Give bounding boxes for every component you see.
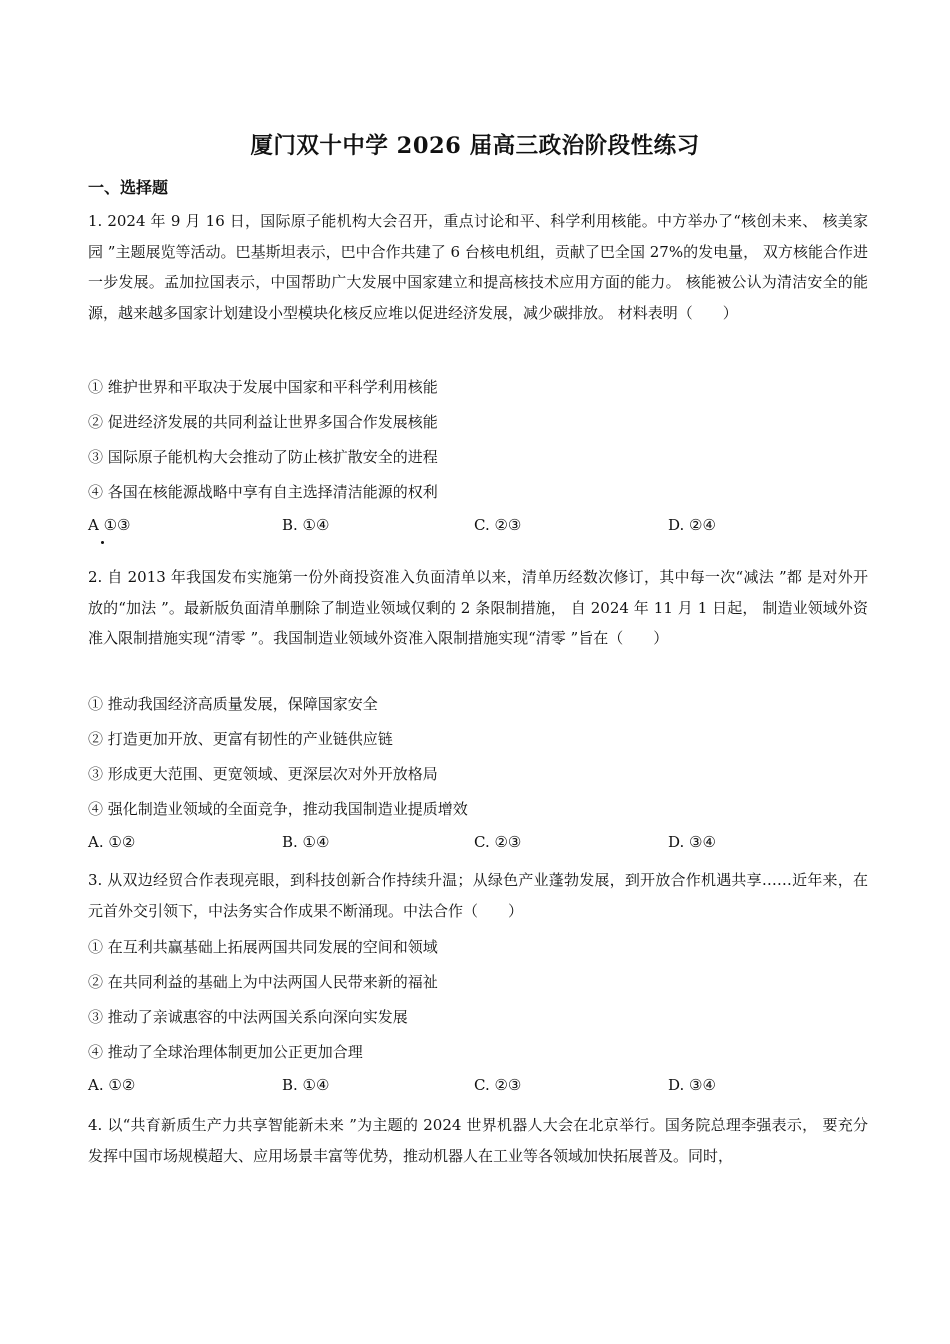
choice-c[interactable]: C. ②③ [474,1076,522,1094]
choice-c[interactable]: C. ②③ [474,516,522,534]
choice-b[interactable]: B. ①④ [282,1076,330,1094]
option-2: ② 在共同利益的基础上为中法两国人民带来新的福祉 [88,973,438,991]
option-3: ③ 国际原子能机构大会推动了防止核扩散安全的进程 [88,448,438,466]
question-2 [88,562,868,654]
answer-choices [88,516,868,538]
choice-a[interactable]: A. ①② [88,1076,136,1094]
answer-choices [88,1076,868,1098]
option-4: ④ 各国在核能源战略中享有自主选择清洁能源的权利 [88,483,438,501]
section-heading: 一、选择题 [88,178,169,197]
option-1: ① 在互利共赢基础上拓展两国共同发展的空间和领域 [88,938,438,956]
choice-c[interactable]: C. ②③ [474,833,522,851]
question-4 [88,1110,868,1171]
question-3 [88,865,868,926]
choice-a[interactable]: A ①③ [88,516,131,534]
option-2: ② 打造更加开放、更富有韧性的产业链供应链 [88,730,393,748]
choice-b[interactable]: B. ①④ [282,516,330,534]
question-stem: 1. 2024 年 9 月 16 日，国际原子能机构大会召开，重点讨论和平、科学利用核能。中方举办了“核创未来、 核美家园 ”主题展览等活动。巴基斯坦表示，巴中合作共建了 6 台核电机组，贡献了巴全国 27%的发电量， 双方核能合作进一步发展。孟加拉国表示，中国帮助广大发展中国家建立和提高核技术应用方面的能力。 核能被公认为清洁安全的能源，越来越多国家计划建设小型模块化核反应堆以促进经济发展，减少碳排放。 材料表明（ ） [88,212,868,322]
choice-a[interactable]: A. ①② [88,833,136,851]
question-1 [88,206,868,328]
dot-mark [101,541,104,544]
option-2: ② 促进经济发展的共同利益让世界多国合作发展核能 [88,413,438,431]
question-stem: 3. 从双边经贸合作表现亮眼，到科技创新合作持续升温；从绿色产业蓬勃发展，到开放合作机遇共享……近年来，在元首外交引领下，中法务实合作成果不断涌现。中法合作（ ） [88,871,868,920]
answer-choices [88,833,868,855]
choice-b[interactable]: B. ①④ [282,833,330,851]
exam-title: 厦门双十中学 2026 届高三政治阶段性练习 [250,133,700,159]
question-stem: 2. 自 2013 年我国发布实施第一份外商投资准入负面清单以来，清单历经数次修订，其中每一次“减法 ”都 是对外开放的“加法 ”。最新版负面清单删除了制造业领域仅剩的 2 条限制措施， 自 2024 年 11 月 1 日起， 制造业领域外资准入限制措施实现“清零 ”。我国制造业领域外资准入限制措施实现“清零 ”旨在（ ） [88,568,868,647]
choice-d[interactable]: D. ③④ [668,833,716,851]
option-1: ① 推动我国经济高质量发展，保障国家安全 [88,695,378,713]
option-3: ③ 推动了亲诚惠容的中法两国关系向深向实发展 [88,1008,408,1026]
question-stem: 4. 以“共育新质生产力共享智能新未来 ”为主题的 2024 世界机器人大会在北京举行。国务院总理李强表示， 要充分发挥中国市场规模超大、应用场景丰富等优势，推动机器人在工业等各领域加快拓展普及。同时， [88,1116,868,1165]
option-4: ④ 推动了全球治理体制更加公正更加合理 [88,1043,363,1061]
option-3: ③ 形成更大范围、更宽领域、更深层次对外开放格局 [88,765,438,783]
option-1: ① 维护世界和平取决于发展中国家和平科学利用核能 [88,378,438,396]
option-4: ④ 强化制造业领域的全面竞争，推动我国制造业提质增效 [88,800,468,818]
choice-d[interactable]: D. ③④ [668,1076,716,1094]
choice-d[interactable]: D. ②④ [668,516,716,534]
